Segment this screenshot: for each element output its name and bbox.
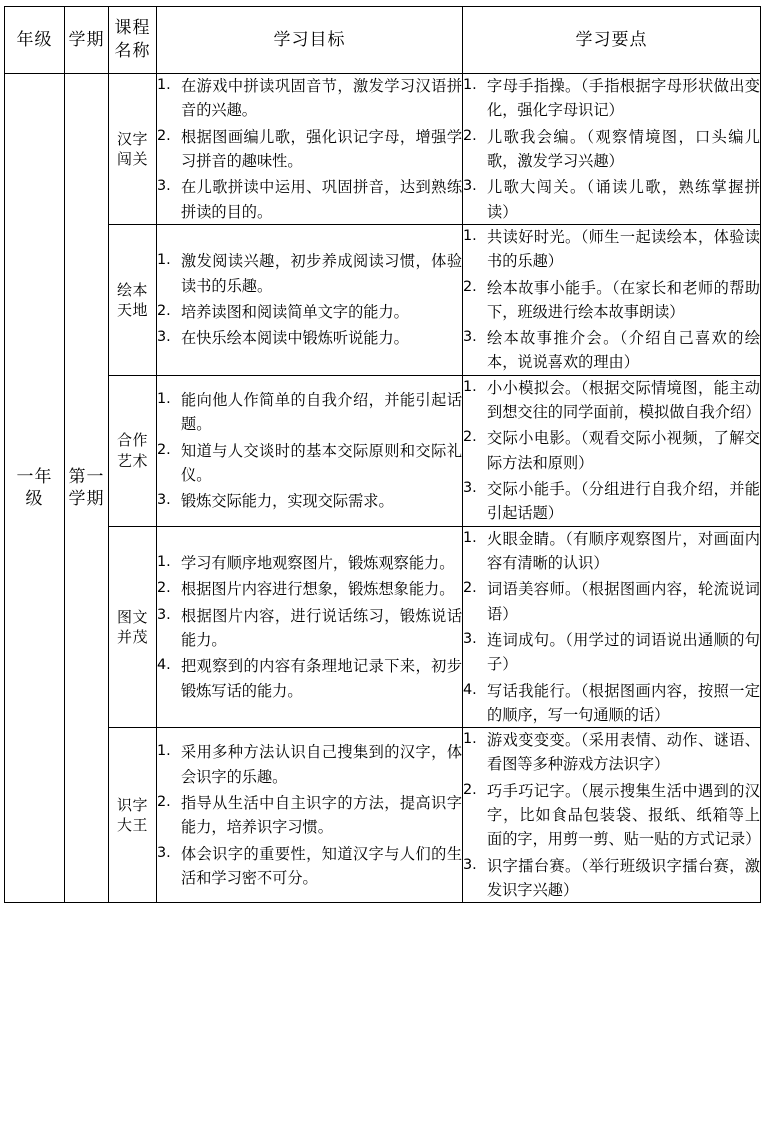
column-header-term — [65, 7, 109, 74]
list-item-text: 激发阅读兴趣，初步养成阅读习惯，体验读书的乐趣。 — [181, 252, 462, 295]
list-item-text: 绘本故事小能手。（在家长和老师的帮助下，班级进行绘本故事朗读） — [487, 278, 760, 321]
learning-goals-cell — [157, 375, 463, 526]
course-name-line1: 合作 — [116, 431, 148, 450]
column-header-learning-goals — [157, 7, 463, 74]
learning-goals-cell — [157, 728, 463, 903]
course-name-line1: 识字 — [116, 795, 148, 814]
learning-points-list — [463, 74, 760, 224]
learning-points-list — [463, 225, 760, 375]
list-item-text: 在游戏中拼读巩固音节，激发学习汉语拼音的兴趣。 — [181, 77, 462, 120]
list-item-text: 体会识字的重要性，知道汉字与人们的生活和学习密不可分。 — [181, 844, 462, 887]
list-item-text: 字母手指操。（手指根据字母形状做出变化，强化字母识记） — [487, 77, 760, 120]
list-item-number: 2. — [463, 278, 477, 295]
list-item — [157, 125, 462, 174]
list-item — [157, 489, 462, 513]
list-item-number: 2. — [157, 441, 171, 458]
list-item-text: 在快乐绘本阅读中锻炼听说能力。 — [181, 329, 409, 348]
list-item-text: 把观察到的内容有条理地记录下来，初步锻炼写话的能力。 — [181, 657, 462, 700]
list-item-number: 3. — [157, 329, 171, 346]
course-name-line2: 大王 — [116, 816, 148, 835]
term-line2: 学期 — [68, 489, 105, 510]
table-row — [5, 526, 761, 728]
list-item-number: 1. — [157, 743, 171, 760]
list-item-number: 2. — [157, 580, 171, 597]
list-item — [463, 577, 760, 626]
learning-points-list — [463, 728, 760, 902]
list-item-text: 小小模拟会。（根据交际情境图，能主动到想交往的同学面前，模拟做自我介绍） — [487, 378, 761, 422]
grade-cell — [5, 74, 65, 903]
list-item — [463, 225, 760, 274]
list-item-number: 2. — [157, 302, 171, 319]
list-item-text: 根据图片内容进行想象，锻炼想象能力。 — [181, 580, 455, 599]
list-item-text: 儿歌我会编。（观察情境图，口头编儿歌，激发学习兴趣） — [487, 127, 760, 170]
list-item — [463, 728, 760, 777]
list-item — [463, 477, 760, 526]
list-item-text: 交际小能手。（分组进行自我介绍，并能引起话题） — [487, 480, 760, 523]
list-item-text: 写话我能行。（根据图画内容，按照一定的顺序，写一句通顺的话） — [487, 681, 760, 724]
list-item-number: 3. — [463, 480, 477, 496]
list-item-number: 4. — [157, 657, 171, 674]
learning-points-cell — [463, 375, 761, 526]
learning-points-cell — [463, 224, 761, 375]
learning-goals-cell — [157, 224, 463, 375]
list-item-text: 锻炼交际能力，实现交际需求。 — [181, 492, 394, 511]
column-header-learning-points-line1: 学习要点 — [575, 29, 648, 50]
list-item — [157, 842, 462, 891]
curriculum-table — [4, 6, 761, 903]
list-item — [463, 376, 760, 425]
list-item — [157, 577, 462, 601]
list-item-number: 2. — [463, 781, 477, 798]
list-item-text: 在儿歌拼读中运用、巩固拼音，达到熟练拼读的目的。 — [181, 178, 462, 221]
course-name-cell — [109, 526, 157, 728]
list-item-number: 1. — [157, 390, 171, 407]
list-item-number: 1. — [463, 378, 477, 395]
learning-points-list — [463, 527, 760, 728]
list-item-number: 3. — [157, 492, 171, 509]
list-item — [463, 679, 760, 728]
course-name-line1: 汉字 — [116, 129, 148, 148]
table-row — [5, 74, 761, 225]
list-item-text: 能向他人作简单的自我介绍，并能引起话题。 — [181, 390, 462, 434]
list-item-text: 识字擂台赛。（举行班级识字擂台赛，激发识字兴趣） — [487, 856, 760, 899]
column-header-grade-line1: 年级 — [16, 29, 53, 50]
column-header-course-name-line2: 名称 — [114, 41, 151, 61]
course-name-cell — [109, 728, 157, 903]
list-item — [463, 175, 760, 224]
list-item — [463, 426, 760, 475]
list-item — [157, 175, 462, 224]
course-name-line2: 天地 — [116, 300, 148, 319]
list-item-number: 4. — [463, 681, 477, 698]
list-item-number: 2. — [157, 127, 171, 144]
course-name-line2: 并茂 — [116, 627, 148, 646]
list-item — [463, 527, 760, 576]
course-name-cell — [109, 74, 157, 225]
list-item-number: 3. — [463, 630, 477, 647]
grade-line1: 一年 — [16, 467, 53, 488]
column-header-term-line1: 学期 — [68, 29, 105, 50]
course-name-line2: 闯关 — [116, 149, 148, 168]
term-cell — [65, 74, 109, 903]
list-item-text: 连词成句。（用学过的词语说出通顺的句子） — [487, 630, 760, 674]
list-item-text: 游戏变变变。（采用表情、动作、谜语、看图等多种游戏方法识字） — [487, 731, 760, 774]
learning-goals-list — [157, 249, 462, 350]
course-name-line2: 艺术 — [116, 451, 148, 470]
table-row — [5, 375, 761, 526]
learning-points-cell — [463, 728, 761, 903]
list-item-text: 儿歌大闯关。（诵读儿歌，熟练掌握拼读） — [487, 178, 760, 221]
table-header-row — [5, 7, 761, 74]
course-name-cell — [109, 224, 157, 375]
list-item — [463, 628, 760, 677]
learning-points-cell — [463, 74, 761, 225]
list-item-text: 学习有顺序地观察图片，锻炼观察能力。 — [181, 553, 455, 572]
learning-points-cell — [463, 526, 761, 728]
list-item — [157, 300, 462, 324]
learning-goals-list — [157, 740, 462, 890]
list-item-text: 培养读图和阅读简单文字的能力。 — [181, 302, 409, 321]
list-item-number: 3. — [463, 856, 477, 873]
list-item-text: 知道与人交谈时的基本交际原则和交际礼仪。 — [181, 441, 462, 484]
list-item — [463, 74, 760, 123]
list-item-number: 3. — [463, 329, 477, 346]
course-name-line1: 图文 — [116, 607, 148, 626]
list-item-number: 1. — [463, 529, 477, 546]
grade-line2: 级 — [25, 489, 44, 510]
list-item-text: 绘本故事推介会。（介绍自己喜欢的绘本，说说喜欢的理由） — [487, 329, 760, 372]
table-row — [5, 728, 761, 903]
list-item-number: 3. — [463, 178, 477, 195]
column-header-course-name — [109, 7, 157, 74]
list-item-number: 1. — [463, 731, 477, 748]
list-item — [157, 249, 462, 298]
list-item — [463, 779, 760, 852]
learning-goals-list — [157, 74, 462, 224]
column-header-grade — [5, 7, 65, 74]
list-item — [157, 388, 462, 437]
list-item-text: 指导从生活中自主识字的方法，提高识字能力，培养识字习惯。 — [181, 793, 462, 837]
term-line1: 第一 — [68, 467, 105, 488]
list-item-number: 1. — [157, 77, 171, 93]
list-item-text: 采用多种方法认识自己搜集到的汉字，体会识字的乐趣。 — [181, 743, 462, 786]
list-item-number: 2. — [463, 580, 477, 597]
list-item-number: 1. — [463, 77, 477, 93]
list-item — [157, 654, 462, 703]
list-item — [157, 551, 462, 575]
list-item-text: 巧手巧记字。（展示搜集生活中遇到的汉字，比如食品包装袋、报纸、纸箱等上面的字，用剪一剪、贴一贴的方式记录） — [487, 781, 761, 849]
list-item-number: 1. — [157, 553, 171, 570]
list-item-number: 3. — [157, 606, 171, 623]
list-item — [157, 74, 462, 123]
list-item — [157, 439, 462, 488]
list-item — [157, 604, 462, 653]
list-item-text: 交际小电影。（观看交际小视频，了解交际方法和原则） — [487, 429, 760, 472]
learning-goals-list — [157, 388, 462, 514]
list-item — [157, 791, 462, 840]
list-item — [157, 326, 462, 350]
table-row — [5, 224, 761, 375]
list-item-text: 火眼金睛。（有顺序观察图片，对画面内容有清晰的认识） — [487, 529, 760, 572]
list-item — [157, 740, 462, 789]
list-item — [463, 326, 760, 375]
learning-goals-cell — [157, 74, 463, 225]
course-name-cell — [109, 375, 157, 526]
column-header-learning-goals-line1: 学习目标 — [273, 29, 346, 50]
course-name-line1: 绘本 — [116, 280, 148, 299]
column-header-learning-points — [463, 7, 761, 74]
list-item-text: 根据图片内容，进行说话练习，锻炼说话能力。 — [181, 606, 462, 649]
list-item-number: 3. — [157, 178, 171, 195]
list-item-number: 2. — [157, 793, 171, 810]
list-item — [463, 276, 760, 325]
list-item-number: 2. — [463, 429, 477, 446]
list-item-number: 1. — [463, 227, 477, 244]
list-item — [463, 125, 760, 174]
list-item-number: 2. — [463, 127, 477, 144]
learning-goals-cell — [157, 526, 463, 728]
list-item-number: 3. — [157, 844, 171, 861]
list-item — [463, 854, 760, 903]
column-header-course-name-line1: 课程 — [114, 18, 151, 39]
list-item-text: 词语美容师。（根据图画内容，轮流说词语） — [487, 580, 760, 623]
list-item-number: 1. — [157, 252, 171, 269]
learning-points-list — [463, 376, 760, 526]
learning-goals-list — [157, 551, 462, 703]
list-item-text: 共读好时光。（师生一起读绘本，体验读书的乐趣） — [487, 227, 760, 271]
list-item-text: 根据图画编儿歌，强化识记字母，增强学习拼音的趣味性。 — [181, 127, 462, 170]
